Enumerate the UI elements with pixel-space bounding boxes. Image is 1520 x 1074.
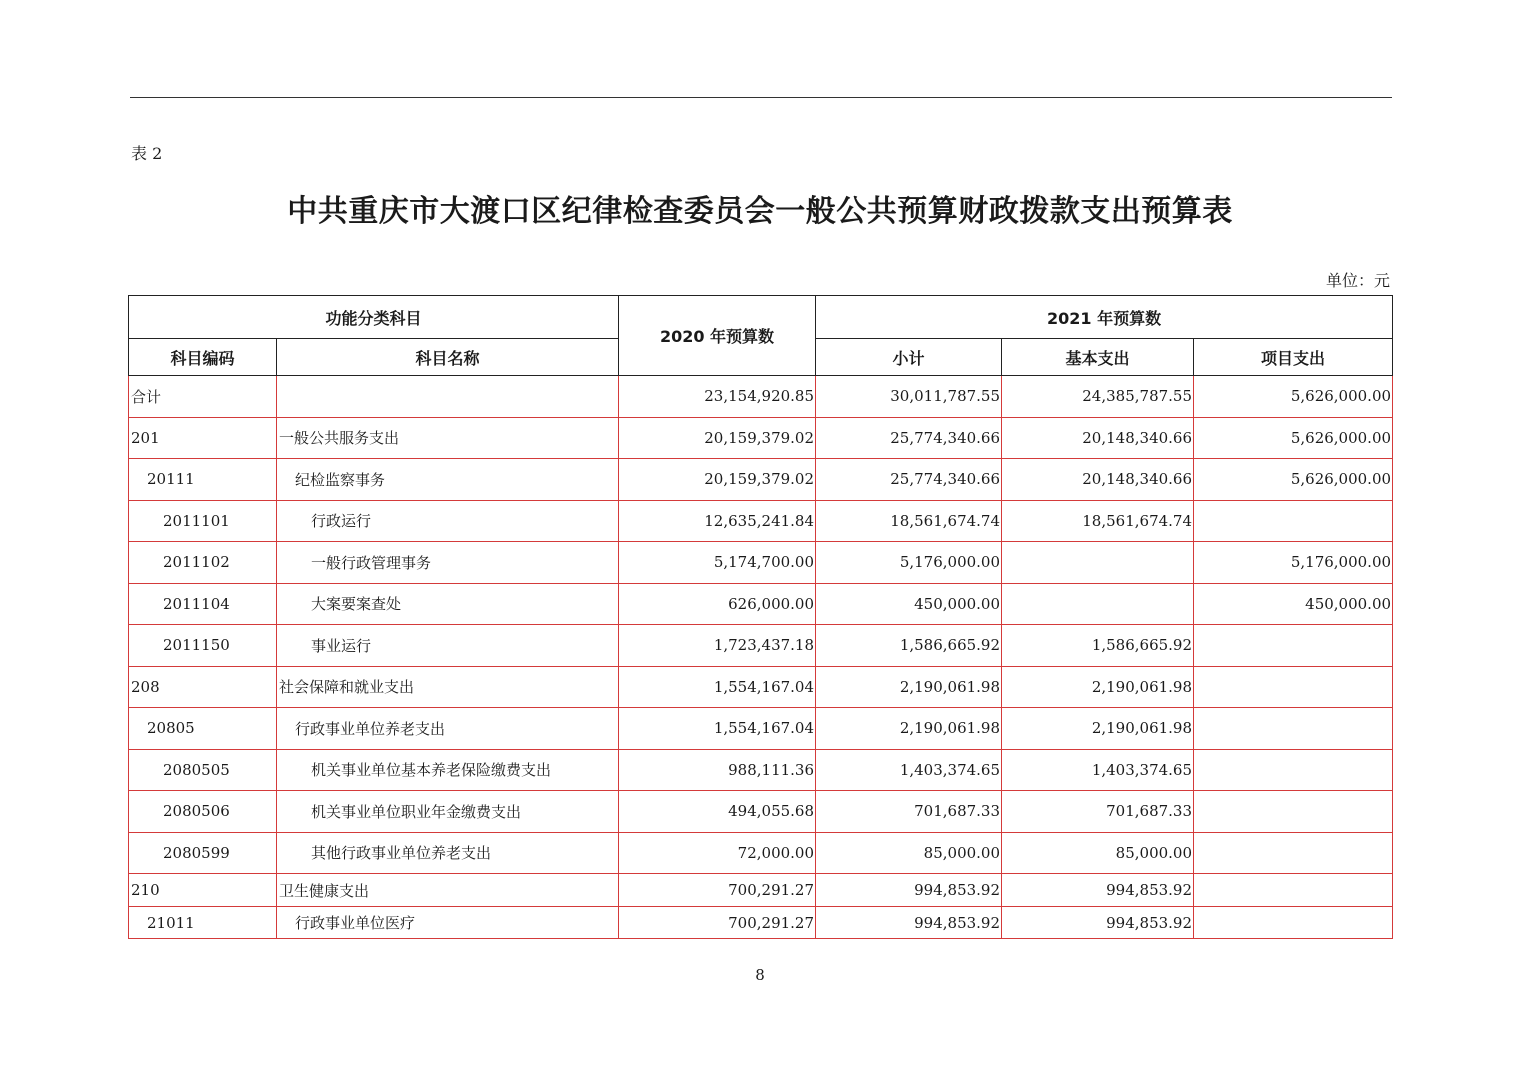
cell-project: 5,176,000.00 [1194, 542, 1393, 584]
cell-project: 5,626,000.00 [1194, 417, 1393, 459]
cell-name: 事业运行 [277, 625, 619, 667]
cell-basic: 994,853.92 [1002, 907, 1194, 939]
table-label: 表 2 [131, 144, 163, 163]
header-budget-2020: 2020 年预算数 [619, 296, 816, 376]
table-row [129, 500, 1393, 542]
cell-project [1194, 625, 1393, 667]
cell-subtotal: 450,000.00 [816, 583, 1002, 625]
header-basic: 基本支出 [1002, 339, 1194, 376]
table-row [129, 417, 1393, 459]
table-row [129, 542, 1393, 584]
cell-budget-2020: 494,055.68 [619, 791, 816, 833]
cell-code: 2011104 [129, 583, 277, 625]
table-row [129, 749, 1393, 791]
cell-code: 2080506 [129, 791, 277, 833]
cell-subtotal: 1,586,665.92 [816, 625, 1002, 667]
cell-name: 其他行政事业单位养老支出 [277, 832, 619, 874]
cell-budget-2020: 700,291.27 [619, 874, 816, 907]
cell-basic: 2,190,061.98 [1002, 666, 1194, 708]
cell-budget-2020: 1,723,437.18 [619, 625, 816, 667]
cell-code: 210 [129, 874, 277, 907]
cell-basic: 24,385,787.55 [1002, 376, 1194, 418]
cell-code: 21011 [129, 907, 277, 939]
cell-budget-2020: 12,635,241.84 [619, 500, 816, 542]
table-row [129, 832, 1393, 874]
table-row [129, 874, 1393, 907]
cell-subtotal: 25,774,340.66 [816, 417, 1002, 459]
cell-project: 450,000.00 [1194, 583, 1393, 625]
page-number: 8 [755, 966, 765, 984]
cell-code: 2080599 [129, 832, 277, 874]
cell-basic: 1,403,374.65 [1002, 749, 1194, 791]
cell-code: 合计 [129, 376, 277, 418]
budget-table [128, 295, 1393, 939]
cell-subtotal: 994,853.92 [816, 907, 1002, 939]
cell-project [1194, 832, 1393, 874]
cell-budget-2020: 1,554,167.04 [619, 666, 816, 708]
cell-basic [1002, 583, 1194, 625]
cell-project [1194, 791, 1393, 833]
cell-budget-2020: 72,000.00 [619, 832, 816, 874]
cell-name: 机关事业单位职业年金缴费支出 [277, 791, 619, 833]
cell-name: 大案要案查处 [277, 583, 619, 625]
table-row [129, 907, 1393, 939]
cell-name: 一般行政管理事务 [277, 542, 619, 584]
cell-code: 20805 [129, 708, 277, 750]
cell-code: 2011101 [129, 500, 277, 542]
cell-basic: 18,561,674.74 [1002, 500, 1194, 542]
cell-budget-2020: 20,159,379.02 [619, 459, 816, 501]
cell-basic: 2,190,061.98 [1002, 708, 1194, 750]
cell-project: 5,626,000.00 [1194, 376, 1393, 418]
header-project: 项目支出 [1194, 339, 1393, 376]
table-row [129, 666, 1393, 708]
cell-project [1194, 500, 1393, 542]
header-budget-2021: 2021 年预算数 [816, 296, 1393, 339]
cell-subtotal: 1,403,374.65 [816, 749, 1002, 791]
unit-label: 单位：元 [1325, 271, 1390, 290]
cell-project [1194, 907, 1393, 939]
header-subtotal: 小计 [816, 339, 1002, 376]
cell-basic: 1,586,665.92 [1002, 625, 1194, 667]
document-title: 中共重庆市大渡口区纪律检查委员会一般公共预算财政拨款支出预算表 [287, 194, 1233, 229]
table-row [129, 708, 1393, 750]
cell-basic: 994,853.92 [1002, 874, 1194, 907]
cell-subtotal: 30,011,787.55 [816, 376, 1002, 418]
cell-subtotal: 18,561,674.74 [816, 500, 1002, 542]
header-row-1 [129, 296, 1393, 339]
cell-name: 行政运行 [277, 500, 619, 542]
cell-name: 社会保障和就业支出 [277, 666, 619, 708]
cell-basic: 85,000.00 [1002, 832, 1194, 874]
cell-budget-2020: 5,174,700.00 [619, 542, 816, 584]
cell-name [277, 376, 619, 418]
cell-basic: 701,687.33 [1002, 791, 1194, 833]
table-row [129, 625, 1393, 667]
cell-name: 卫生健康支出 [277, 874, 619, 907]
cell-code: 20111 [129, 459, 277, 501]
header-name: 科目名称 [277, 339, 619, 376]
cell-budget-2020: 626,000.00 [619, 583, 816, 625]
cell-subtotal: 25,774,340.66 [816, 459, 1002, 501]
cell-name: 一般公共服务支出 [277, 417, 619, 459]
cell-name: 纪检监察事务 [277, 459, 619, 501]
cell-subtotal: 994,853.92 [816, 874, 1002, 907]
header-code: 科目编码 [129, 339, 277, 376]
cell-project [1194, 666, 1393, 708]
cell-budget-2020: 988,111.36 [619, 749, 816, 791]
table-body [129, 376, 1393, 939]
cell-budget-2020: 700,291.27 [619, 907, 816, 939]
cell-code: 208 [129, 666, 277, 708]
cell-subtotal: 5,176,000.00 [816, 542, 1002, 584]
table-row [129, 459, 1393, 501]
table-row [129, 583, 1393, 625]
cell-subtotal: 2,190,061.98 [816, 708, 1002, 750]
cell-project [1194, 749, 1393, 791]
table-row [129, 376, 1393, 418]
cell-basic: 20,148,340.66 [1002, 459, 1194, 501]
cell-basic: 20,148,340.66 [1002, 417, 1194, 459]
cell-project: 5,626,000.00 [1194, 459, 1393, 501]
header-rule [130, 97, 1392, 98]
cell-subtotal: 85,000.00 [816, 832, 1002, 874]
table-row [129, 791, 1393, 833]
cell-code: 2011102 [129, 542, 277, 584]
cell-project [1194, 874, 1393, 907]
cell-name: 行政事业单位医疗 [277, 907, 619, 939]
cell-name: 机关事业单位基本养老保险缴费支出 [277, 749, 619, 791]
cell-subtotal: 701,687.33 [816, 791, 1002, 833]
cell-budget-2020: 20,159,379.02 [619, 417, 816, 459]
header-function-category: 功能分类科目 [129, 296, 619, 339]
cell-code: 2080505 [129, 749, 277, 791]
cell-budget-2020: 1,554,167.04 [619, 708, 816, 750]
cell-basic [1002, 542, 1194, 584]
cell-budget-2020: 23,154,920.85 [619, 376, 816, 418]
cell-subtotal: 2,190,061.98 [816, 666, 1002, 708]
cell-code: 2011150 [129, 625, 277, 667]
cell-code: 201 [129, 417, 277, 459]
cell-name: 行政事业单位养老支出 [277, 708, 619, 750]
cell-project [1194, 708, 1393, 750]
